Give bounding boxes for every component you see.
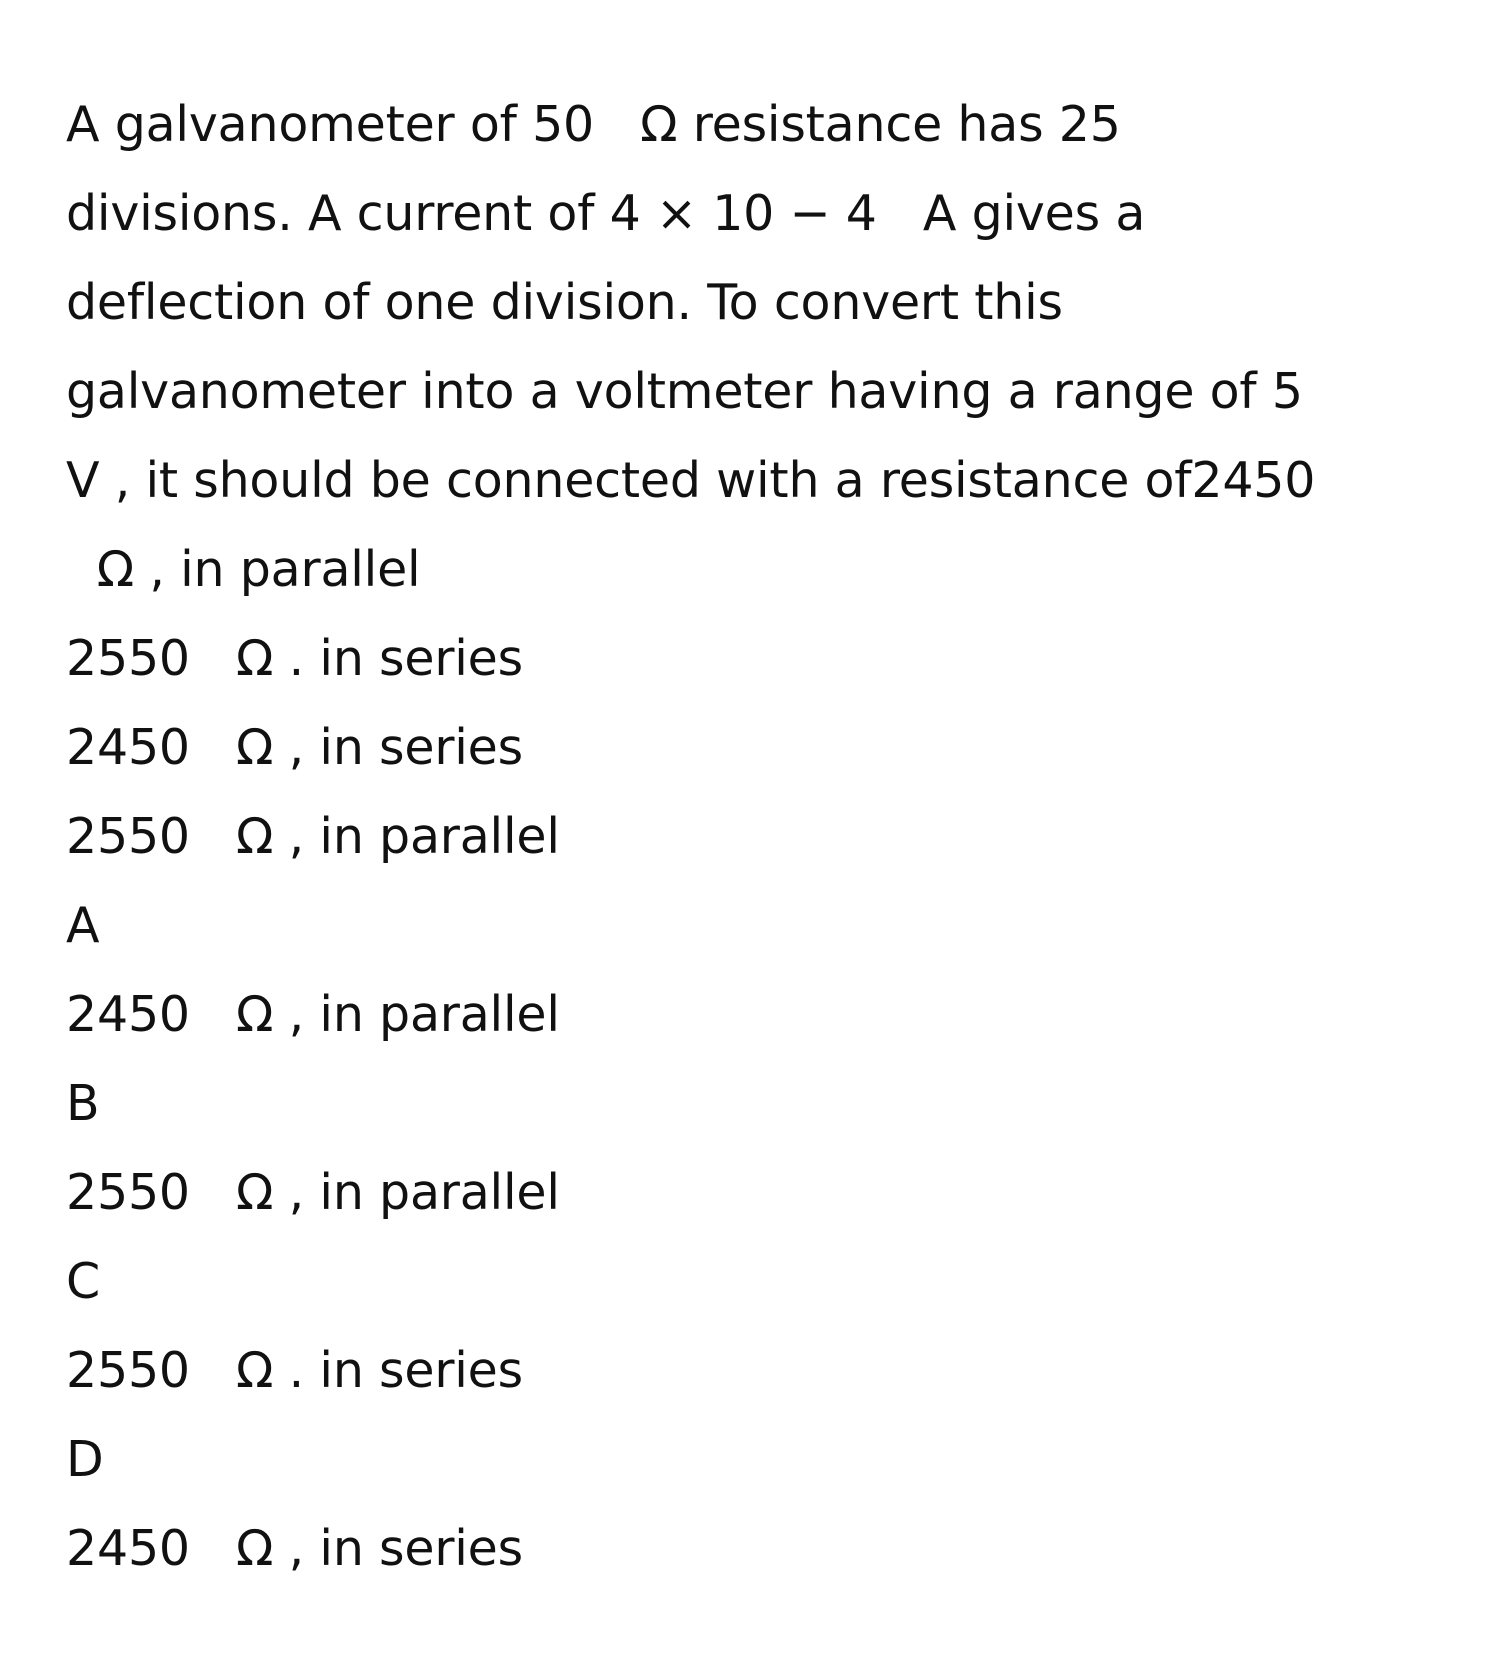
inline-option: 2550 Ω , in parallel (66, 808, 560, 865)
question-line: A galvanometer of 50 Ω resistance has 25 (66, 96, 1121, 153)
choice-text-d[interactable]: 2450 Ω , in series (66, 1520, 523, 1577)
question-line: V , it should be connected with a resistance of2450 (66, 452, 1316, 509)
choice-text-c[interactable]: 2550 Ω . in series (66, 1342, 523, 1399)
choice-letter-d: D (66, 1431, 104, 1488)
inline-option: 2550 Ω . in series (66, 630, 523, 687)
choice-letter-b: B (66, 1075, 100, 1132)
choice-text-a[interactable]: 2450 Ω , in parallel (66, 986, 560, 1043)
question-line: Ω , in parallel (66, 541, 421, 598)
choice-text-b[interactable]: 2550 Ω , in parallel (66, 1164, 560, 1221)
choice-letter-a: A (66, 897, 100, 954)
question-line: divisions. A current of 4 × 10 − 4 A gives a (66, 185, 1146, 242)
inline-option: 2450 Ω , in series (66, 719, 523, 776)
question-document (66, 80, 1446, 1593)
choice-letter-c: C (66, 1253, 101, 1310)
question-line: galvanometer into a voltmeter having a range of 5 (66, 363, 1303, 420)
question-line: deflection of one division. To convert this (66, 274, 1063, 331)
